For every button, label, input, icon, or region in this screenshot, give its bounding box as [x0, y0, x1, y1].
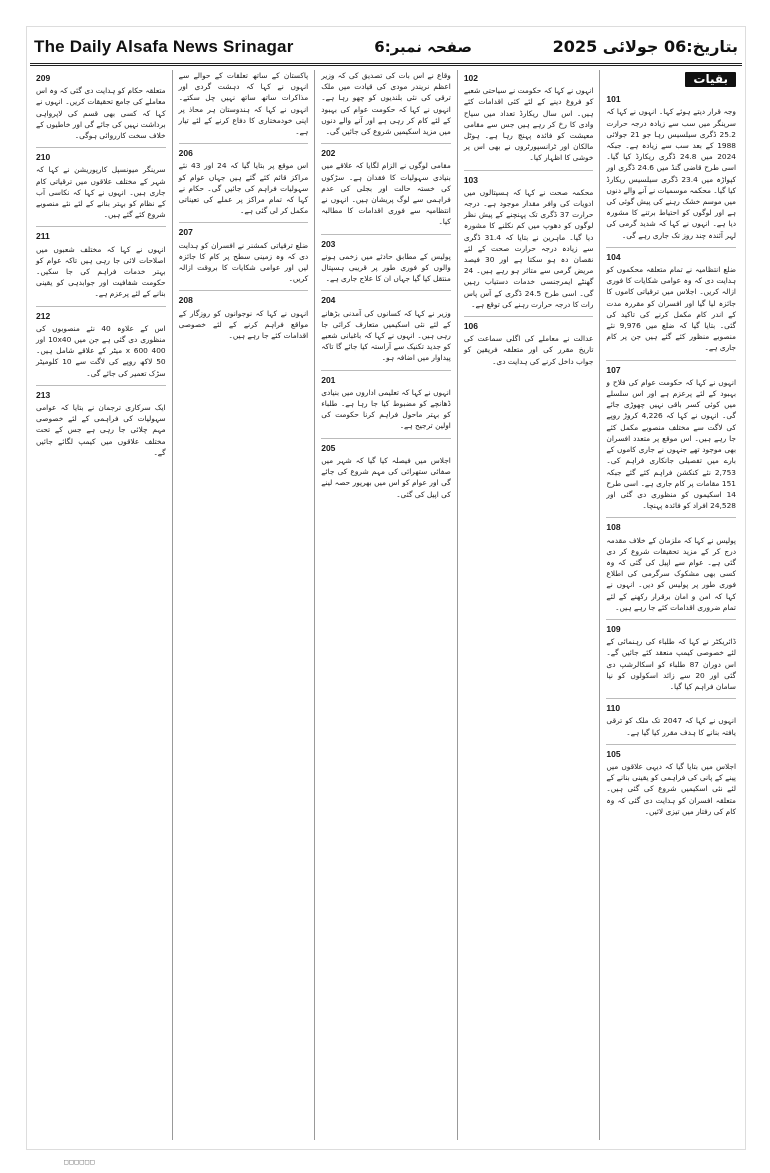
- news-story: [606, 624, 736, 692]
- story-body: مقامی لوگوں نے الزام لگایا کہ علاقے میں بنیادی سہولیات کا فقدان ہے۔ سڑکوں کی خستہ حالت اور بجلی کی عدم فراہمی سے لوگ پریشان ہیں۔ انہوں نے انتظامیہ سے فوری اقدامات کا مطالبہ کیا۔: [321, 161, 451, 227]
- news-column: [172, 70, 315, 1140]
- story-number: 108: [606, 522, 621, 533]
- story-number: 208: [178, 295, 193, 306]
- story-body: انہوں نے کہا کہ 2047 تک ملک کو ترقی یافتہ بنانے کا ہدف مقرر کیا گیا ہے۔: [606, 716, 736, 737]
- story-body: پولیس نے کہا کہ ملزمان کے خلاف مقدمہ درج کر کے مزید تحقیقات شروع کر دی گئی ہے۔ عوام سے اپیل کی گئی کہ وہ کسی بھی مشکوک سرگرمی کی اطلاع فوری طور پر پولیس کو دیں۔ انہوں نے کہا کہ امن و امان برقرار رکھنے کے لئے تمام ضروری اقدامات کئے جا رہے ہیں۔: [606, 535, 736, 612]
- news-column: [457, 70, 600, 1140]
- story-divider: [606, 517, 736, 518]
- story-divider: [464, 316, 594, 317]
- story-number: 212: [36, 310, 51, 321]
- story-body: انہوں نے کہا کہ تعلیمی اداروں میں بنیادی ڈھانچے کو مضبوط کیا جا رہا ہے۔ طلباء کو بہتر ماحول فراہم کرنا حکومت کی اولین ترجیح ہے۔: [321, 387, 451, 431]
- story-divider: [321, 143, 451, 144]
- story-body: انہوں نے کہا کہ حکومت نے سیاحتی شعبے کو فروغ دینے کے لئے کئی اقدامات کئے ہیں۔ اس سال ریکارڈ تعداد میں سیاح وادی کا رخ کر رہے ہیں جس سے مقامی معیشت کو فائدہ پہنچ رہا ہے۔ ہوٹل مالکان اور ٹرانسپورٹروں نے بھی اس پر خوشی کا اظہار کیا۔: [463, 86, 594, 163]
- story-body: متعلقہ حکام کو ہدایت دی گئی کہ وہ اس معاملے کی جامع تحقیقات کریں۔ انہوں نے کہا کہ کسی بھی قسم کی لاپرواہی برداشت نہیں کی جائے گی اور خاطیوں کے خلاف سخت کارروائی ہوگی۔: [36, 86, 166, 141]
- news-story: [179, 227, 309, 284]
- news-story: [464, 73, 594, 164]
- story-divider: [321, 438, 451, 439]
- story-divider: [179, 290, 309, 291]
- story-number: 202: [321, 148, 336, 159]
- story-divider: [36, 385, 166, 386]
- story-body: ضلع ترقیاتی کمشنر نے افسران کو ہدایت دی کہ وہ زمینی سطح پر کام کا جائزہ لیں اور عوامی شکایات کا بروقت ازالہ کریں۔: [178, 240, 309, 284]
- article-columns: [30, 70, 742, 1140]
- story-divider: [464, 170, 594, 171]
- story-divider: [36, 147, 166, 148]
- story-body: وجہ قرار دیتے ہوئے کہا۔ انہوں نے کہا کہ سرینگر میں سب سے زیادہ درجہ حرارت 25.2 ڈگری سیلسیس رہا جو 21 جولائی 1988 کے بعد سب سے زیادہ ہے۔ جبکہ 2024 میں 24.8 ڈگری ریکارڈ کیا گیا۔ اسی طرح قاضی گنڈ میں 24.6 ڈگری اور کپواڑہ میں 23.4 ڈگری سیلسیس ریکارڈ کیا گیا۔ محکمہ موسمیات نے آنے والے دنوں میں موسم خشک رہنے کی پیش گوئی کی ہے اور لوگوں کو احتیاط برتنے کا مشورہ دیا ہے۔ انہوں نے کہا کہ شدید گرمی کی لہر آئندہ چند روز تک جاری رہے گی۔: [606, 107, 737, 240]
- news-story: [321, 375, 451, 432]
- news-story: [606, 94, 736, 241]
- story-number: 104: [606, 251, 621, 262]
- story-body: انہوں نے کہا کہ مختلف شعبوں میں اصلاحات لائی جا رہی ہیں تاکہ عوام کو بہتر خدمات فراہم کی جا سکیں۔ حکومت شفافیت اور جوابدہی کو یقینی بنانے کے لئے پرعزم ہے۔: [36, 244, 166, 299]
- news-story: [36, 231, 166, 299]
- news-column: [30, 70, 172, 1140]
- news-story: [36, 152, 166, 220]
- story-body: انہوں نے کہا کہ نوجوانوں کو روزگار کے مواقع فراہم کرنے کے لئے خصوصی اقدامات کئے جا رہے ہیں۔: [178, 308, 309, 341]
- story-body: وقاع نے اس بات کی تصدیق کی کہ وزیر اعظم نریندر مودی کی قیادت میں ملک ترقی کی نئی بلندیوں کو چھو رہا ہے۔ انہوں نے کہا کہ حکومت عوام کی بہبود کے لئے کام کر رہی ہے اور آنے والے دنوں میں مزید اسکیمیں شروع کی جائیں گی۔: [321, 71, 451, 137]
- story-number: 203: [321, 238, 336, 249]
- story-divider: [606, 619, 736, 620]
- story-body: محکمہ صحت نے کہا کہ ہسپتالوں میں ادویات کی وافر مقدار موجود ہے۔ درجہ حرارت 37 ڈگری تک پہنچنے کے پیش نظر لوگوں کو دھوپ میں کم نکلنے کا مشورہ دیا گیا۔ ماہرین نے بتایا کہ 31.4 ڈگری سے زیادہ درجہ حرارت صحت کے لئے نقصان دہ ہو سکتا ہے اور 30 فیصد مریض گرمی سے متاثر ہو رہے ہیں۔ 24 گھنٹے ایمرجنسی خدمات دستیاب رہیں گی۔ اسی طرح 24.5 ڈگری کے آس پاس رات کا درجہ حرارت رہنے کی توقع ہے۔: [463, 187, 594, 309]
- story-number: 106: [463, 321, 478, 332]
- story-divider: [606, 360, 736, 361]
- story-body: ایک سرکاری ترجمان نے بتایا کہ عوامی سہولیات کی فراہمی کے لئے خصوصی مہم چلائی جا رہی ہے جس کے تحت مختلف علاقوں میں کیمپ لگائے جائیں گے۔: [36, 403, 166, 457]
- story-body: انہوں نے کہا کہ حکومت عوام کی فلاح و بہبود کے لئے پرعزم ہے اور اس سلسلے میں کوئی کسر باقی نہیں چھوڑی جائے گی۔ انہوں نے کہا کہ 4,226 کروڑ روپے کی لاگت سے مختلف منصوبے مکمل کئے جا رہے ہیں۔ اس موقع پر متعدد افسران بھی موجود تھے جنہوں نے جاری کاموں کے بارے میں تفصیلی جانکاری فراہم کی۔ 2,753 نئے کنکشن فراہم کئے گئے جبکہ 151 مقامات پر کام جاری ہے۔ اسی طرح 14 اسکیموں کو منظوری دی گئی اور 24,528 افراد کو فائدہ پہنچا۔: [606, 377, 736, 511]
- story-number: 101: [606, 94, 621, 105]
- news-story: [464, 175, 594, 310]
- news-column: [599, 70, 742, 1140]
- section-badge: بقیات: [685, 72, 736, 87]
- news-story: [36, 390, 166, 458]
- news-story: [606, 522, 736, 613]
- news-story: [179, 70, 309, 137]
- news-story: [606, 749, 736, 817]
- story-number: 102: [463, 73, 478, 83]
- news-story: [606, 252, 736, 354]
- news-story: [36, 311, 166, 379]
- story-body: پاکستان کے ساتھ تعلقات کے حوالے سے انہوں نے کہا کہ دہشت گردی اور مذاکرات ساتھ ساتھ نہیں چل سکتے۔ انہوں نے کہا کہ ہندوستان ہر محاذ پر اپنی خودمختاری کا دفاع کرنے کے لئے تیار ہے۔: [178, 71, 309, 137]
- news-story: [606, 703, 736, 738]
- story-number: 103: [463, 174, 478, 185]
- story-divider: [36, 306, 166, 307]
- story-body: ڈائریکٹر نے کہا کہ طلباء کی رہنمائی کے لئے خصوصی کیمپ منعقد کئے جائیں گے۔ اس دوران 87 طلباء کو اسکالرشپ دی گئی اور 20 سے زائد اسکولوں کو نیا سامان فراہم کیا گیا۔: [606, 637, 736, 691]
- news-column: [314, 70, 457, 1140]
- news-story: [321, 295, 451, 363]
- footer-mark: □□□□□□: [64, 1158, 96, 1166]
- story-body: پولیس کے مطابق حادثے میں زخمی ہونے والوں کو فوری طور پر قریبی ہسپتال منتقل کیا گیا جہاں ان کا علاج جاری ہے۔: [321, 251, 451, 284]
- news-story: [179, 295, 309, 341]
- story-number: 206: [178, 148, 193, 159]
- story-number: 205: [321, 442, 336, 453]
- story-number: 107: [606, 364, 621, 375]
- story-number: 213: [36, 389, 51, 400]
- story-body: عدالت نے معاملے کی اگلی سماعت کی تاریخ مقرر کی اور متعلقہ فریقین کو جواب داخل کرنے کی ہدایت دی۔: [463, 334, 594, 366]
- story-body: اس موقع پر بتایا گیا کہ 24 اور 43 نئے مراکز قائم کئے گئے ہیں جہاں عوام کو سہولیات فراہم کی جائیں گی۔ حکام نے کہا کہ تمام مراکز پر عملے کی تعیناتی مکمل کر لی گئی ہے۔: [178, 161, 309, 216]
- story-divider: [606, 698, 736, 699]
- story-body: سرینگر میونسپل کارپوریشن نے کہا کہ شہر کے مختلف علاقوں میں ترقیاتی کام جاری ہیں۔ انہوں نے کہا کہ نکاسی آب کے نظام کو بہتر بنانے کے لئے نئے منصوبے شروع کئے گئے ہیں۔: [36, 165, 166, 220]
- story-number: 201: [321, 374, 336, 385]
- story-number: 209: [36, 73, 51, 83]
- news-story: [464, 321, 594, 367]
- story-divider: [606, 247, 736, 248]
- story-number: 110: [606, 703, 621, 714]
- story-body: اجلاس میں بتایا گیا کہ دیہی علاقوں میں پینے کے پانی کی فراہمی کو یقینی بنانے کے لئے نئی اسکیمیں شروع کی گئی ہیں۔ متعلقہ افسران کو ہدایت دی گئی کہ وہ کام کی رفتار میں تیزی لائیں۔: [606, 761, 736, 816]
- story-divider: [606, 744, 736, 745]
- masthead: [30, 30, 742, 66]
- news-story: [321, 443, 451, 500]
- story-number: 105: [606, 748, 621, 759]
- story-number: 207: [178, 227, 193, 238]
- news-story: [36, 73, 166, 141]
- news-story: [321, 239, 451, 285]
- story-body: اس کے علاوہ 40 نئے منصوبوں کی منظوری دی گئی ہے جن میں 10x40 اور 400 x 600 میٹر کے علاقے شامل ہیں۔ 50 لاکھ روپے کی لاگت سے 10 کلومیٹر سڑک تعمیر کی جائے گی۔: [36, 323, 166, 378]
- story-body: ضلع انتظامیہ نے تمام متعلقہ محکموں کو ہدایت دی کہ وہ عوامی شکایات کا فوری ازالہ کریں۔ اجلاس میں ترقیاتی کاموں کا جائزہ لیا گیا اور افسران کو مقررہ مدت کے اندر کام مکمل کرنے کی تاکید کی گئی۔ بتایا گیا کہ ضلع میں 9,976 نئے منصوبے منظور کئے گئے ہیں جن پر کام جاری ہے۔: [606, 265, 736, 353]
- story-number: 210: [36, 152, 51, 163]
- story-body: اجلاس میں فیصلہ کیا گیا کہ شہر میں صفائی ستھرائی کی مہم شروع کی جائے گی اور عوام کو اس میں بھرپور حصہ لینے کی اپیل کی گئی۔: [321, 455, 451, 499]
- story-number: 109: [606, 623, 621, 634]
- story-number: 211: [36, 231, 50, 242]
- story-divider: [36, 226, 166, 227]
- story-body: وزیر نے کہا کہ کسانوں کی آمدنی بڑھانے کے لئے نئی اسکیمیں متعارف کرائی جا رہی ہیں۔ انہوں نے کہا کہ باغبانی شعبے کو جدید تکنیک سے آراستہ کیا جائے گا تاکہ پیداوار میں اضافہ ہو۔: [321, 308, 451, 363]
- news-story: [179, 148, 309, 216]
- story-divider: [179, 222, 309, 223]
- issue-date: بتاریخ:06 جولائی 2025: [552, 37, 738, 56]
- story-divider: [321, 370, 451, 371]
- news-story: [321, 148, 451, 227]
- page-number: صفحہ نمبر:6: [374, 37, 472, 56]
- story-divider: [321, 234, 451, 235]
- newspaper-title: The Daily Alsafa News Srinagar: [34, 36, 294, 56]
- story-number: 204: [321, 295, 336, 306]
- story-divider: [179, 143, 309, 144]
- story-divider: [321, 290, 451, 291]
- news-story: [321, 70, 451, 137]
- news-story: [606, 365, 736, 512]
